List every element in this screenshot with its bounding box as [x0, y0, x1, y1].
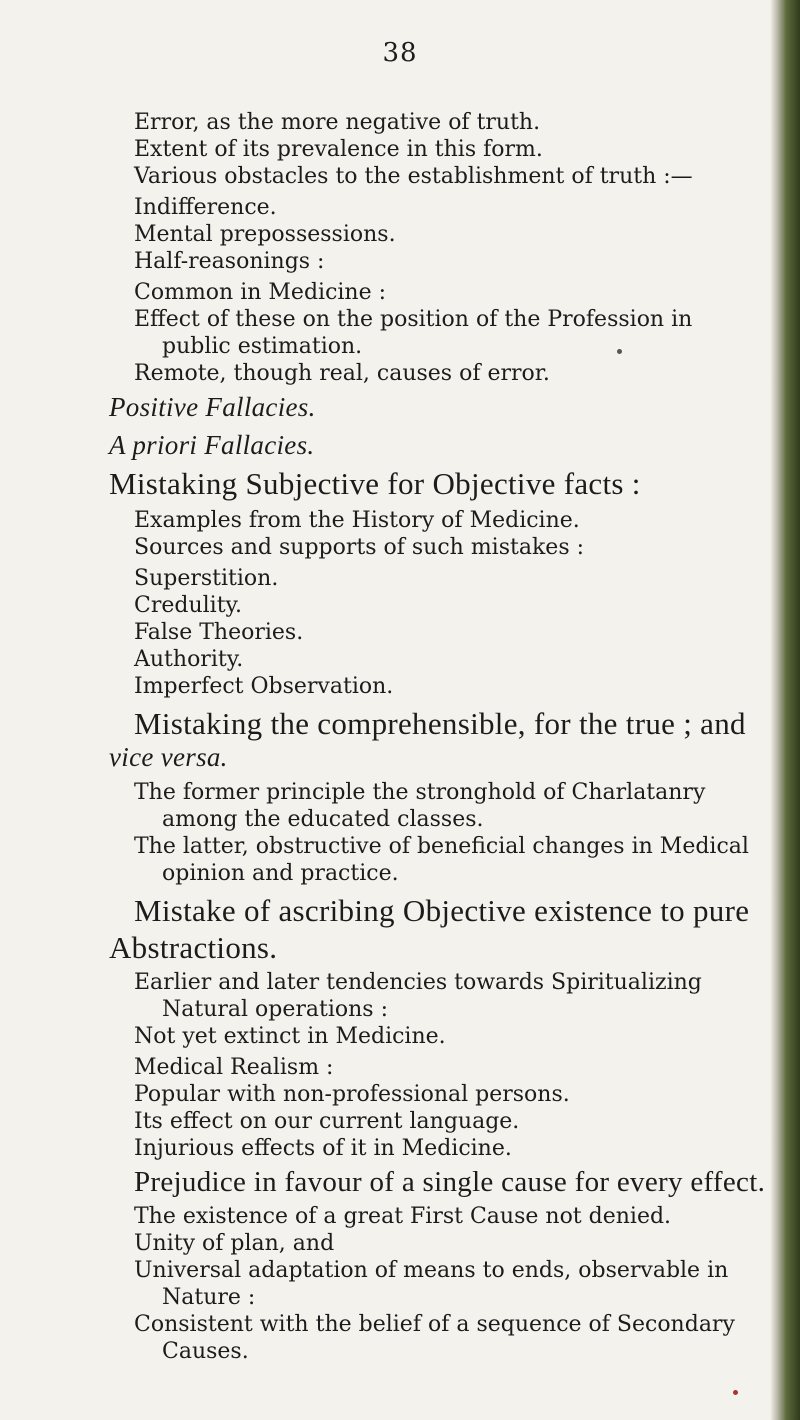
- text-line: Mental prepossessions.: [134, 222, 396, 247]
- section-heading: A priori Fallacies.: [109, 430, 315, 460]
- section-heading: Positive Fallacies.: [109, 392, 316, 422]
- section-heading: vice versa.: [109, 742, 228, 772]
- text-line: Half-reasonings :: [134, 249, 325, 274]
- section-heading: Mistaking the comprehensible, for the true ; and: [134, 706, 746, 741]
- ink-spot: [733, 1390, 738, 1395]
- text-line: Extent of its prevalence in this form.: [134, 137, 543, 162]
- text-line: Its effect on our current language.: [134, 1109, 520, 1134]
- text-line: Superstition.: [134, 566, 279, 591]
- text-line: Effect of these on the position of the Profession in: [134, 307, 693, 332]
- text-line: Popular with non-professional persons.: [134, 1082, 570, 1107]
- section-heading: Abstractions.: [109, 930, 278, 965]
- text-line: Various obstacles to the establishment of truth :—: [134, 164, 693, 189]
- text-line: Unity of plan, and: [134, 1231, 335, 1256]
- text-line: The existence of a great First Cause not denied.: [134, 1204, 672, 1229]
- text-line: Error, as the more negative of truth.: [134, 110, 541, 135]
- text-line: The former principle the stronghold of Charlatanry: [134, 780, 706, 805]
- text-line: Universal adaptation of means to ends, observable in: [134, 1258, 729, 1283]
- binding-edge: [770, 0, 800, 1420]
- text-line: Examples from the History of Medicine.: [134, 508, 580, 533]
- text-line: opinion and practice.: [162, 861, 399, 886]
- ink-spot: [617, 349, 622, 354]
- text-line: Credulity.: [134, 593, 243, 618]
- text-line: Natural operations :: [162, 997, 389, 1022]
- section-heading: Mistaking Subjective for Objective facts :: [109, 466, 641, 501]
- text-line: Imperfect Observation.: [134, 674, 394, 699]
- text-line: False Theories.: [134, 620, 304, 645]
- text-line: Causes.: [162, 1339, 249, 1364]
- text-line: Sources and supports of such mistakes :: [134, 535, 585, 560]
- text-line: Injurious effects of it in Medicine.: [134, 1136, 512, 1161]
- text-line: public estimation.: [162, 334, 363, 359]
- text-line: Not yet extinct in Medicine.: [134, 1024, 446, 1049]
- text-line: The latter, obstructive of beneficial changes in Medical: [134, 834, 749, 859]
- section-heading: Prejudice in favour of a single cause for every effect.: [134, 1166, 766, 1198]
- text-line: Remote, though real, causes of error.: [134, 361, 550, 386]
- text-line: Earlier and later tendencies towards Spiritualizing: [134, 970, 702, 995]
- text-line: Authority.: [134, 647, 244, 672]
- section-heading: Mistake of ascribing Objective existence to pure: [134, 893, 750, 928]
- page-number: 38: [382, 38, 418, 68]
- text-line: Nature :: [162, 1285, 256, 1310]
- text-line: Consistent with the belief of a sequence of Secondary: [134, 1312, 735, 1337]
- text-line: Common in Medicine :: [134, 280, 387, 305]
- text-line: Indifference.: [134, 195, 277, 220]
- text-line: Medical Realism :: [134, 1055, 334, 1080]
- text-line: among the educated classes.: [162, 807, 484, 832]
